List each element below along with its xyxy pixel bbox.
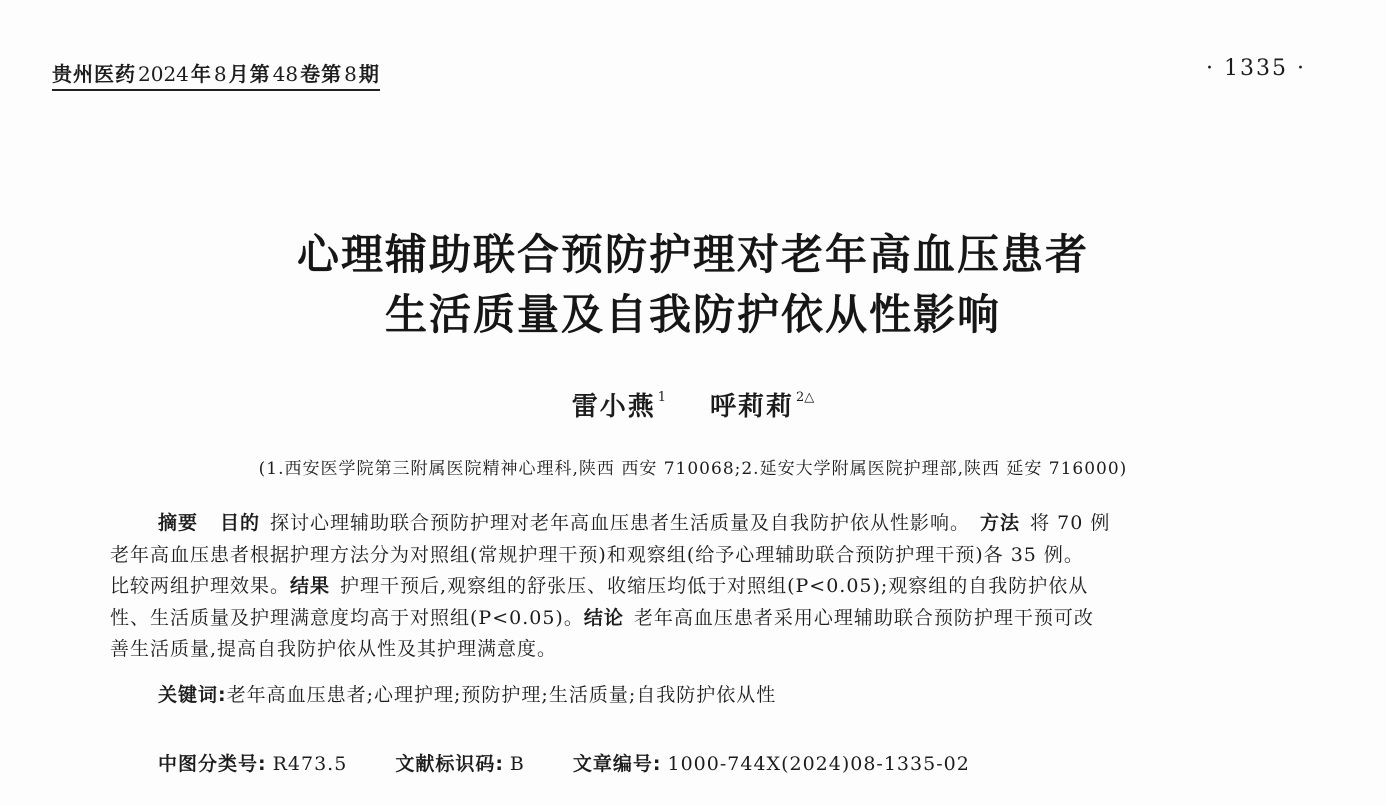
- author: [572, 386, 666, 423]
- author-name: 呼莉莉: [710, 392, 795, 422]
- article-number-label: 文章编号:: [572, 753, 662, 775]
- conclusion-text: 老年高血压患者采用心理辅助联合预防护理干预可改: [633, 606, 1094, 629]
- journal-name: 贵州医药: [52, 62, 136, 86]
- article-number-value: 1000-744X(2024)08-1335-02: [667, 753, 970, 775]
- results-text: 性、生活质量及护理满意度均高于对照组(P<0.05)。: [110, 606, 584, 629]
- document-code-value: B: [509, 753, 525, 775]
- affiliation: (1.西安医学院第三附属医院精神心理科,陕西 西安 710068;2.延安大学附属医院护理部,陕西 延安 716000): [258, 459, 1128, 479]
- journal-month: 8: [213, 62, 227, 86]
- abstract-line: [110, 603, 1280, 635]
- abstract-line: 善生活质量,提高自我防护依从性及其护理满意度。: [110, 638, 558, 660]
- author-affiliation-mark: 2△: [796, 390, 815, 405]
- author-list: [0, 386, 1386, 423]
- objective-text: 探讨心理辅助联合预防护理对老年高血压患者生活质量及自我防护依从性影响。: [270, 512, 971, 534]
- article-title-line-1: 心理辅助联合预防护理对老年高血压患者: [296, 230, 1089, 279]
- clc-label: 中图分类号:: [158, 753, 267, 775]
- objective-label: 目的: [220, 512, 261, 534]
- keywords-text: 老年高血压患者;心理护理;预防护理;生活质量;自我防护依从性: [226, 684, 777, 706]
- author: [710, 386, 814, 423]
- author-affiliation-mark: 1: [657, 390, 666, 405]
- clc-value: R473.5: [272, 753, 348, 775]
- abstract-label: 摘要: [158, 512, 199, 534]
- running-header: [52, 58, 380, 91]
- year-unit: 年: [190, 62, 212, 86]
- results-label: 结果: [290, 575, 331, 597]
- abstract-line: [110, 508, 1280, 540]
- clc-number: [158, 749, 347, 776]
- issue-unit: 期: [358, 62, 380, 86]
- keywords-label: 关键词:: [158, 684, 227, 706]
- author-name: 雷小燕: [571, 392, 656, 422]
- document-code-label: 文献标识码:: [395, 753, 504, 775]
- conclusion-label: 结论: [583, 606, 624, 629]
- abstract: [110, 508, 1280, 666]
- abstract-line: [110, 571, 1280, 603]
- keywords: [158, 680, 776, 707]
- classification-info: [158, 749, 970, 776]
- abstract-line: 老年高血压患者根据护理方法分为对照组(常规护理干预)和观察组(给予心理辅助联合预防护理干预)各 35 例。: [110, 543, 1084, 566]
- journal-issue: 8: [344, 62, 357, 86]
- article-number: [573, 749, 970, 776]
- article-title-line-2: 生活质量及自我防护依从性影响: [384, 290, 1001, 339]
- document-code: [395, 749, 525, 776]
- methods-text: 将 70 例: [1030, 512, 1111, 534]
- page-number: · 1335 ·: [1206, 56, 1306, 81]
- journal-year: 2024: [138, 62, 189, 86]
- results-text: 护理干预后,观察组的舒张压、收缩压均低于对照组(P<0.05);观察组的自我防护依从: [340, 575, 1089, 597]
- methods-text: 比较两组护理效果。: [110, 575, 291, 597]
- journal-volume: 48: [272, 62, 299, 86]
- volume-unit: 卷第: [300, 62, 343, 86]
- month-unit: 月第: [228, 62, 271, 86]
- methods-label: 方法: [980, 512, 1021, 534]
